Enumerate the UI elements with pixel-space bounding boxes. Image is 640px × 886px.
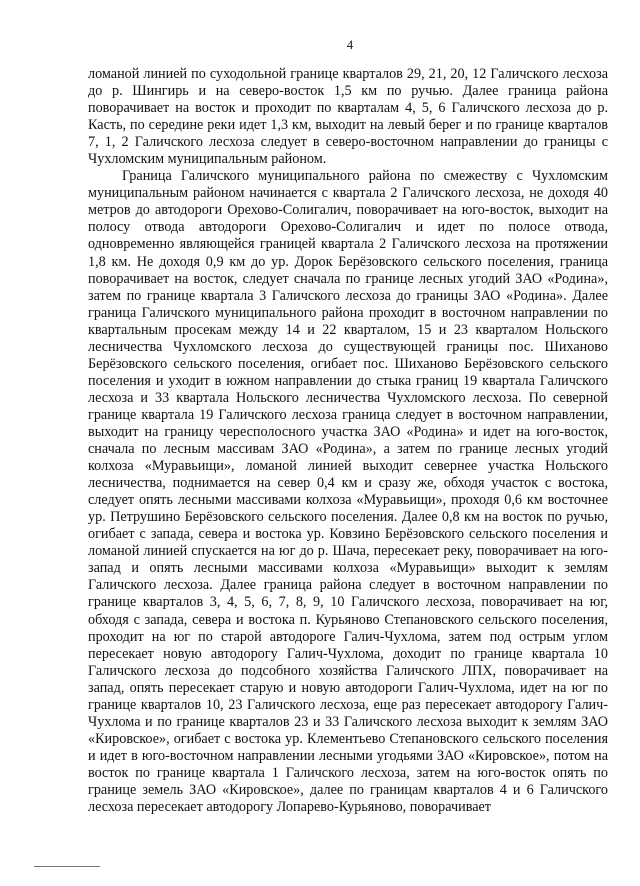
paragraph-continuation: ломаной линией по суходольной границе кварталов 29, 21, 20, 12 Галичского лесхоза до р. Шингирь и на северо-восток 1,5 км по ручью. Далее граница района поворачивает на восток и проходит по кварталам 4, 5, 6 Галичского лесхоза до р. Касть, по середине реки идет 1,3 км, выходит на левый берег и по границе кварталов 7, 1, 2 Галичского лесхоза следует в северо-восточном направлении до границы с Чухломским муниципальным районом. xyxy=(88,66,608,168)
footer-rule xyxy=(34,866,100,867)
page-number: 4 xyxy=(346,38,354,52)
paragraph-chukhloma-boundary: Граница Галичского муниципального района по смежеству с Чухломским муниципальным районом начинается с квартала 2 Галичского лесхоза, не доходя 40 метров до автодороги Орехово-Солигалич, поворачивает на юго-восток, выходит на полосу отвода автодороги Орехово-Солигалич и идет по полосе отвода, одновременно являющейся границей квартала 2 Галичского лесхоза на протяжении 1,8 км. Не доходя 0,9 км до ур. Дорок Берёзовского сельского поселения, граница поворачивает на восток, следует сначала по границе лесных угодий ЗАО «Родина», затем по границе квартала 3 Галичского лесхоза до границы ЗАО «Родина». Далее граница Галичского муниципального района проходит в восточном направлении по квартальным просекам между 14 и 22 кварталом, 15 и 23 кварталом Нольского лесничества Чухломского лесхоза до существующей границы пос. Шиханово Берёзовского сельского поселения, огибает пос. Шиханово Берёзовского сельского поселения и уходит в южном направлении до стыка границ 19 квартала Галичского лесхоза и 33 квартала Нольского лесничества Чухломского лесхоза. По северной границе квартала 19 Галичского лесхоза граница следует в восточном направлении, выходит на границу чересполосного участка ЗАО «Родина» и идет на юго-восток, сначала по лесным массивам ЗАО «Родина», а затем по границе лесных угодий колхоза «Муравьищи», ломаной линией выходит севернее участка Нольского лесничества, поднимается на север 0,4 км и сразу же, обходя участок с востока, следует опять лесными массивами колхоза «Муравьищи», проходя 0,6 км восточнее ур. Петрушино Берёзовского сельского поселения. Далее 0,8 км на восток по ручью, огибает с запада, севера и востока ур. Ковзино Берёзовского сельского поселения и ломаной линией спускается на юг до р. Шача, пересекает реку, поворачивает на юго-запад и опять лесными массивами колхоза «Муравьищи» выходит к землям Галичского лесхоза. Далее граница района следует в восточном направлении по границе кварталов 3, 4, 5, 6, 7, 8, 9, 10 Галичского лесхоза, поворачивает на юг, обходя с запада, севера и востока п. Курьяново Степановского сельского поселения, проходит на юг по старой автодороге Галич-Чухлома, затем под острым углом пересекает новую автодорогу Галич-Чухлома, доходит по границе квартала 10 Галичского лесхоза до подсобного хозяйства Галичского ЛПХ, поворачивает на запад, опять пересекает старую и новую автодороги Галич-Чухлома, идет на юг по границе кварталов 10, 23 Галичского лесхоза, еще раз пересекает автодорогу Галич-Чухлома и по границе кварталов 23 и 33 Галичского лесхоза выходит к землям ЗАО «Кировское», огибает с востока ур. Клементьево Степановского сельского поселения и идет в юго-восточном направлении лесными угодьями ЗАО «Кировское», потом на восток по границе квартала 1 Галичского лесхоза, затем на юго-восток опять по границе земель ЗАО «Кировское», далее по границам кварталов 4 и 6 Галичского лесхоза пересекает автодорогу Лопарево-Курьяново, поворачивает xyxy=(88,168,608,816)
document-body xyxy=(88,66,608,816)
